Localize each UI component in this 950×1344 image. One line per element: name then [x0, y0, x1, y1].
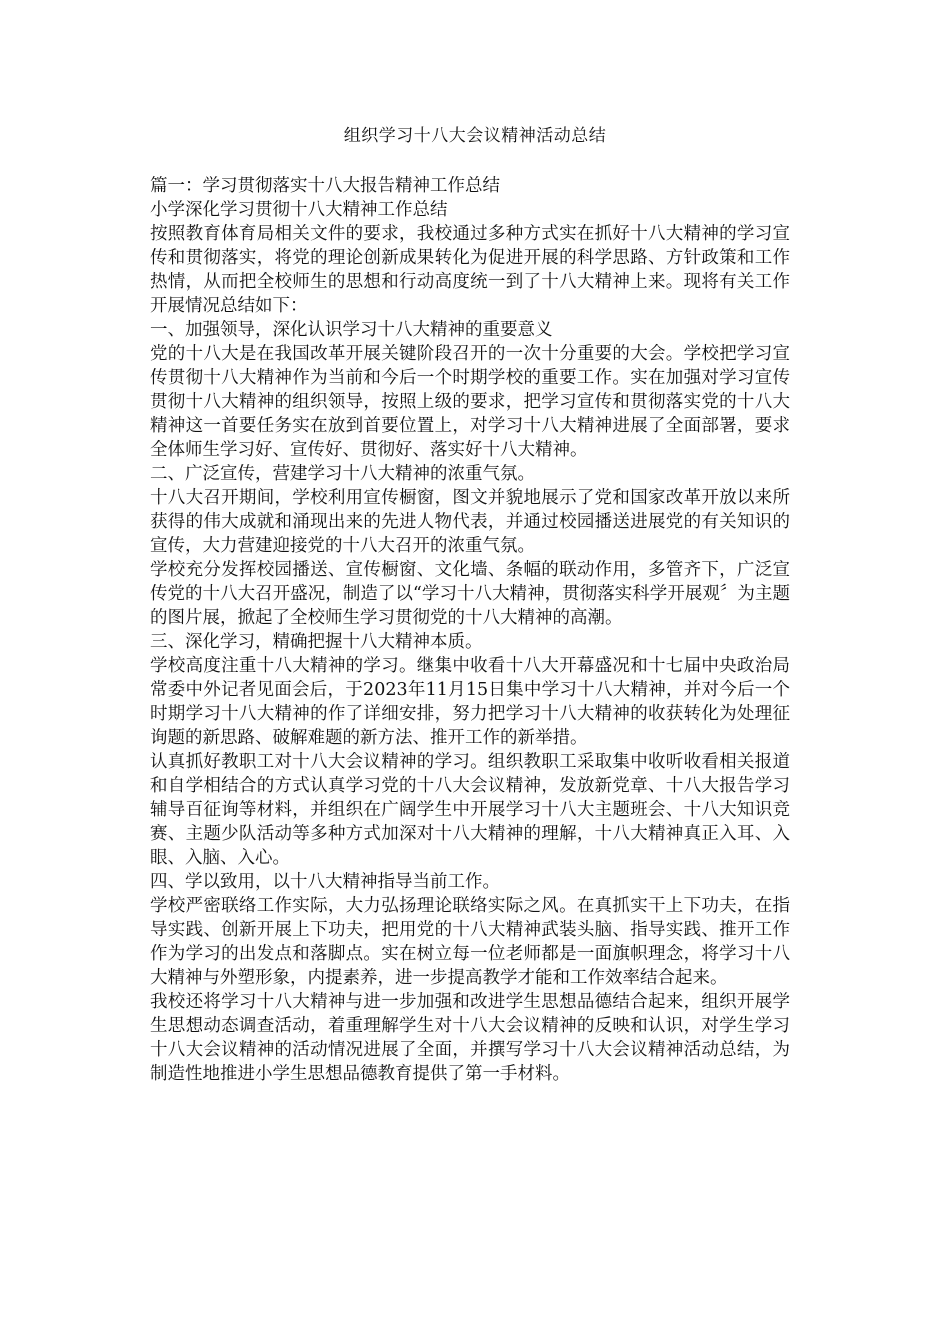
document-title: 组织学习十八大会议精神活动总结: [343, 126, 607, 146]
subsection-heading: 二、广泛宣传，营建学习十八大精神的浓重气氛。: [150, 464, 535, 484]
paragraph: 学校充分发挥校园播送、宣传橱窗、文化墙、条幅的联动作用，多管齐下，广泛宣传党的十八大召开盛况，制造了以“学习十八大精神，贯彻落实科学开展观〞为主题的图片展，掀起了全校师生学习贯彻党的十八大精神的高潮。: [150, 560, 790, 628]
subsection-heading: 四、学以致用，以十八大精神指导当前工作。: [150, 872, 500, 892]
paragraph: 认真抓好教职工对十八大会议精神的学习。组织教职工采取集中收听收看相关报道和自学相结合的方式认真学习党的十八大会议精神，发放新党章、十八大报告学习辅导百征询等材料，并组织在广阔学生中开展学习十八大主题班会、十八大知识竞赛、主题少队活动等多种方式加深对十八大精神的理解，十八大精神真正入耳、入眼、入脑、入心。: [150, 752, 790, 868]
document-body: [150, 174, 790, 1086]
subsection-heading: 三、深化学习，精确把握十八大精神本质。: [150, 632, 483, 652]
paragraph: 十八大召开期间，学校利用宣传橱窗，图文并貌地展示了党和国家改革开放以来所获得的伟大成就和涌现出来的先进人物代表，并通过校园播送进展党的有关知识的宣传，大力营建迎接党的十八大召开的浓重气氛。: [150, 488, 790, 556]
paragraph: 党的十八大是在我国改革开展关键阶段召开的一次十分重要的大会。学校把学习宣传贯彻十八大精神作为当前和今后一个时期学校的重要工作。实在加强对学习宣传贯彻十八大精神的组织领导，按照上级的要求，把学习宣传和贯彻落实党的十八大精神这一首要任务实在放到首要位置上，对学习十八大精神进展了全面部署，要求全体师生学习好、宣传好、贯彻好、落实好十八大精神。: [150, 344, 790, 460]
paragraph: 我校还将学习十八大精神与进一步加强和改进学生思想品德结合起来，组织开展学生思想动态调查活动，着重理解学生对十八大会议精神的反映和认识，对学生学习十八大会议精神的活动情况进展了全面，并撰写学习十八大会议精神活动总结，为制造性地推进小学生思想品德教育提供了第一手材料。: [150, 992, 790, 1084]
subsection-heading: 一、加强领导，深化认识学习十八大精神的重要意义: [150, 320, 553, 340]
paragraph: 学校高度注重十八大精神的学习。继集中收看十八大开幕盛况和十七届中央政治局常委中外记者见面会后，于2023年11月15日集中学习十八大精神，并对今后一个时期学习十八大精神的作了详细安排，努力把学习十八大精神的收获转化为处理征询题的新思路、破解难题的新方法、推开工作的新举措。: [150, 656, 790, 748]
paragraph: 按照教育体育局相关文件的要求，我校通过多种方式实在抓好十八大精神的学习宣传和贯彻落实，将党的理论创新成果转化为促进开展的科学思路、方针政策和工作热情，从而把全校师生的思想和行动高度统一到了十八大精神上来。现将有关工作开展情况总结如下：: [150, 224, 790, 316]
paragraph: 学校严密联络工作实际，大力弘扬理论联络实际之风。在真抓实干上下功夫，在指导实践、创新开展上下功夫，把用党的十八大精神武装头脑、指导实践、推开工作作为学习的出发点和落脚点。实在树立每一位老师都是一面旗帜理念，将学习十八大精神与外塑形象，内提素养，进一步提高教学才能和工作效率结合起来。: [150, 896, 790, 988]
subsection-heading: 小学深化学习贯彻十八大精神工作总结: [150, 200, 448, 220]
section-heading: 篇一：学习贯彻落实十八大报告精神工作总结: [150, 176, 500, 196]
